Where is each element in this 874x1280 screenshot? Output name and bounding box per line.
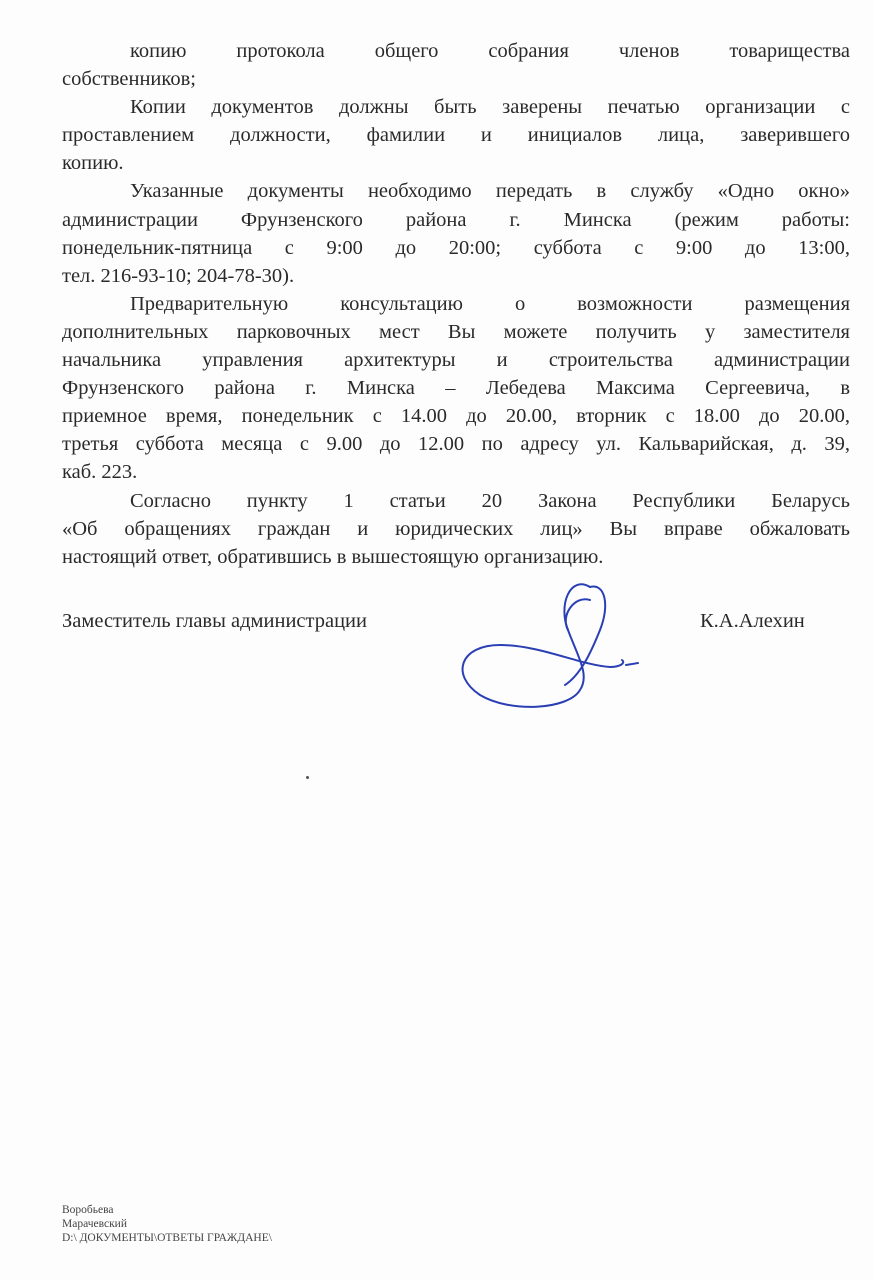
paragraph-line: Предварительную консультацию о возможности размещения bbox=[130, 292, 850, 315]
paragraph-line: Указанные документы необходимо передать в службу «Одно окно» bbox=[130, 180, 850, 203]
paragraph-line: собственников; bbox=[62, 68, 196, 91]
paragraph-line: Фрунзенского района г. Минска – Лебедева Максима Сергеевича, в bbox=[62, 377, 850, 400]
paragraph-line: тел. 216-93-10; 204-78-30). bbox=[62, 264, 295, 287]
paragraph-line: каб. 223. bbox=[62, 461, 138, 484]
paragraph-line: дополнительных парковочных мест Вы можете получить у заместителя bbox=[62, 320, 850, 343]
paragraph-line: проставлением должности, фамилии и инициалов лица, заверившего bbox=[62, 124, 850, 147]
paragraph-line: копию. bbox=[62, 152, 124, 175]
scan-speck bbox=[306, 776, 309, 779]
paragraph-line: настоящий ответ, обратившись в вышестоящую организацию. bbox=[62, 545, 604, 568]
handwritten-signature bbox=[440, 575, 660, 715]
footer-executor-2: Марачевский bbox=[62, 1218, 127, 1230]
signatory-position: Заместитель главы администрации bbox=[62, 610, 367, 632]
paragraph-line: приемное время, понедельник с 14.00 до 20.00, вторник с 18.00 до 20.00, bbox=[62, 405, 850, 428]
paragraph-line: третья суббота месяца с 9.00 до 12.00 по адресу ул. Кальварийская, д. 39, bbox=[62, 433, 850, 456]
paragraph-line: копию протокола общего собрания членов товарищества bbox=[130, 40, 850, 62]
paragraph-line: Согласно пункту 1 статьи 20 Закона Республики Беларусь bbox=[130, 489, 850, 512]
footer-executor-1: Воробьева bbox=[62, 1204, 114, 1216]
paragraph-line: начальника управления архитектуры и строительства администрации bbox=[62, 349, 850, 372]
paragraph-line: понедельник-пятница с 9:00 до 20:00; суббота с 9:00 до 13:00, bbox=[62, 236, 850, 259]
letter-body bbox=[62, 37, 850, 571]
paragraph-line: администрации Фрунзенского района г. Минска (режим работы: bbox=[62, 208, 850, 231]
signatory-name: К.А.Алехин bbox=[700, 610, 805, 632]
paragraph-line: «Об обращениях граждан и юридических лиц» Вы вправе обжаловать bbox=[62, 517, 850, 540]
footer-file-path: D:\ ДОКУМЕНТЫ\ОТВЕТЫ ГРАЖДАНЕ\ bbox=[62, 1232, 272, 1244]
footer-notes bbox=[62, 1203, 272, 1245]
paragraph-line: Копии документов должны быть заверены печатью организации с bbox=[130, 96, 850, 119]
